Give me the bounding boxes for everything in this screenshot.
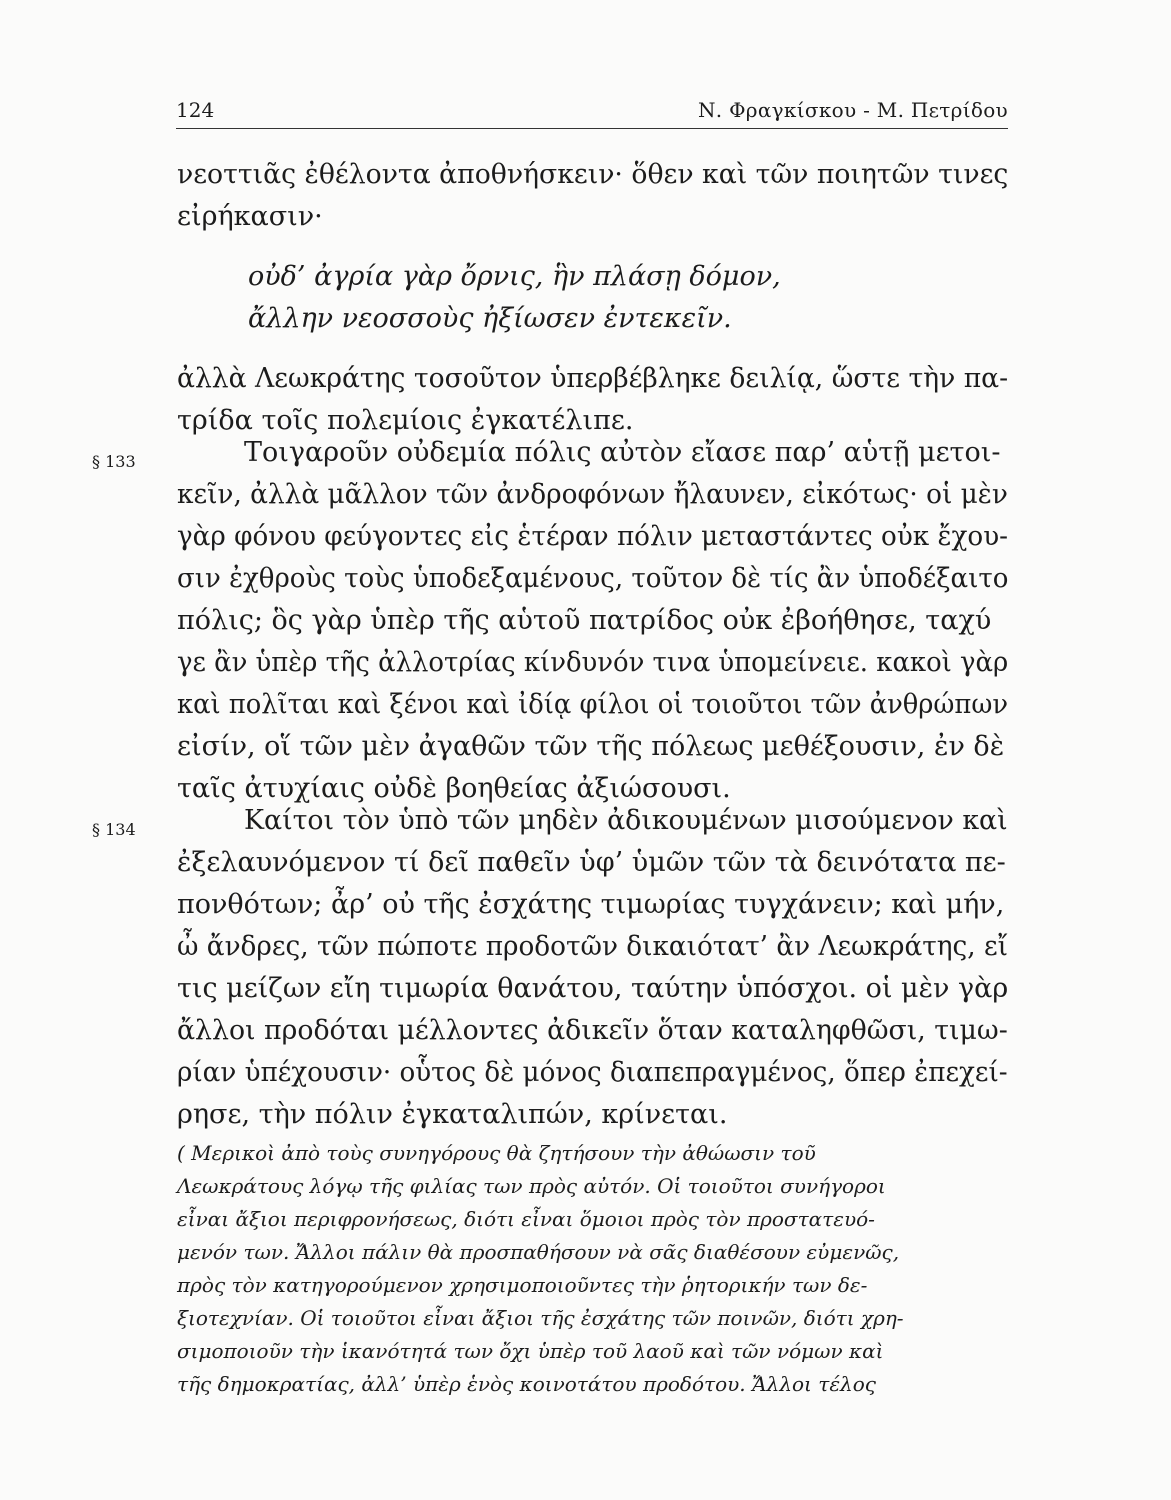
text-line: Καίτοι τὸν ὑπὸ τῶν μηδὲν ἀδικουμένων μισούμενον καὶ [244,805,1008,836]
text-line: πονθότων; ἆρ’ οὐ τῆς ἐσχάτης τιμωρίας τυγχάνειν; καὶ μήν, [177,889,1005,920]
verse-line: οὐδ’ ἀγρία γὰρ ὄρνις, ἣν πλάσῃ δόμον, [248,261,781,292]
note-line: τῆς δημοκρατίας, ἀλλ’ ὑπὲρ ἑνὸς κοινοτάτου προδότου. Ἄλλοι τέλος [177,1372,876,1396]
page-number: 124 [176,98,215,122]
text-line: καὶ πολῖται καὶ ξένοι καὶ ἰδίᾳ φίλοι οἱ τοιοῦτοι τῶν ἀνθρώπων [177,689,1009,720]
text-line: σιν ἐχθροὺς τοὺς ὑποδεξαμένους, τοῦτον δὲ τίς ἂν ὑποδέξαιτο [177,563,1009,594]
text-line: Τοιγαροῦν οὐδεμία πόλις αὐτὸν εἴασε παρ’ αὑτῇ μετοι- [244,437,1001,468]
note-line: εἶναι ἄξιοι περιφρονήσεως, διότι εἶναι ὅμοιοι πρὸς τὸν προστατευό- [177,1207,875,1231]
section-ref-134: § 134 [92,820,136,839]
text-line: ρίαν ὑπέχουσιν· οὗτος δὲ μόνος διαπεπραγμένος, ὅπερ ἐπεχεί- [177,1057,1008,1088]
verse-line: ἄλλην νεοσσοὺς ἠξίωσεν ἐντεκεῖν. [248,303,732,334]
text-line: πόλις; ὃς γὰρ ὑπὲρ τῆς αὑτοῦ πατρίδος οὐκ ἐβοήθησε, ταχύ [177,605,992,636]
note-line: ( Μερικοὶ ἀπὸ τοὺς συνηγόρους θὰ ζητήσουν τὴν ἀθώωσιν τοῦ [177,1141,816,1165]
text-line: ταῖς ἀτυχίαις οὐδὲ βοηθείας ἀξιώσουσι. [177,773,731,804]
section-ref-133: § 133 [92,452,136,471]
text-line: ὦ ἄνδρες, τῶν πώποτε προδοτῶν δικαιότατ’ ἂν Λεωκράτης, εἴ [177,931,1008,962]
text-line: ἄλλοι προδόται μέλλοντες ἀδικεῖν ὅταν καταληφθῶσι, τιμω- [177,1015,1008,1046]
text-line: ἐξελαυνόμενον τί δεῖ παθεῖν ὑφ’ ὑμῶν τῶν τὰ δεινότατα πε- [177,847,1006,878]
text-line: τρίδα τοῖς πολεμίοις ἐγκατέλιπε. [177,405,634,436]
text-line: νεοττιᾶς ἐθέλοντα ἀποθνήσκειν· ὅθεν καὶ τῶν ποιητῶν τινες [177,159,1009,190]
note-line: σιμοποιοῦν τὴν ἱκανότητά των ὄχι ὑπὲρ τοῦ λαοῦ καὶ τῶν νόμων καὶ [177,1339,884,1363]
note-line: μενόν των. Ἄλλοι πάλιν θὰ προσπαθήσουν νὰ σᾶς διαθέσουν εὐμενῶς, [177,1240,900,1264]
text-line: εἰρήκασιν· [177,201,323,232]
text-line: ρησε, τὴν πόλιν ἐγκαταλιπών, κρίνεται. [177,1099,728,1130]
text-line: κεῖν, ἀλλὰ μᾶλλον τῶν ἀνδροφόνων ἤλαυνεν, εἰκότως· οἱ μὲν [177,479,1008,510]
text-line: γὰρ φόνου φεύγοντες εἰς ἑτέραν πόλιν μεταστάντες οὐκ ἔχου- [177,521,1009,552]
note-line: Λεωκράτους λόγῳ τῆς φιλίας των πρὸς αὐτόν. Οἱ τοιοῦτοι συνήγοροι [177,1174,886,1198]
text-line: γε ἂν ὑπὲρ τῆς ἀλλοτρίας κίνδυνόν τινα ὑπομείνειε. κακοὶ γὰρ [177,647,1009,678]
running-title: Ν. Φραγκίσκου - Μ. Πετρίδου [698,98,1008,122]
text-line: εἰσίν, οἵ τῶν μὲν ἀγαθῶν τῶν τῆς πόλεως μεθέξουσιν, ἐν δὲ [177,731,1005,762]
page-header [176,88,1008,129]
note-line: ξιοτεχνίαν. Οἱ τοιοῦτοι εἶναι ἄξιοι τῆς ἐσχάτης τῶν ποινῶν, διότι χρη- [177,1306,904,1330]
text-line: τις μείζων εἴη τιμωρία θανάτου, ταύτην ὑπόσχοι. οἱ μὲν γὰρ [177,973,1009,1004]
text-line: ἀλλὰ Λεωκράτης τοσοῦτον ὑπερβέβληκε δειλίᾳ, ὥστε τὴν πα- [177,363,1009,394]
note-line: πρὸς τὸν κατηγορούμενον χρησιμοποιοῦντες τὴν ῥητορικήν των δε- [177,1273,868,1297]
